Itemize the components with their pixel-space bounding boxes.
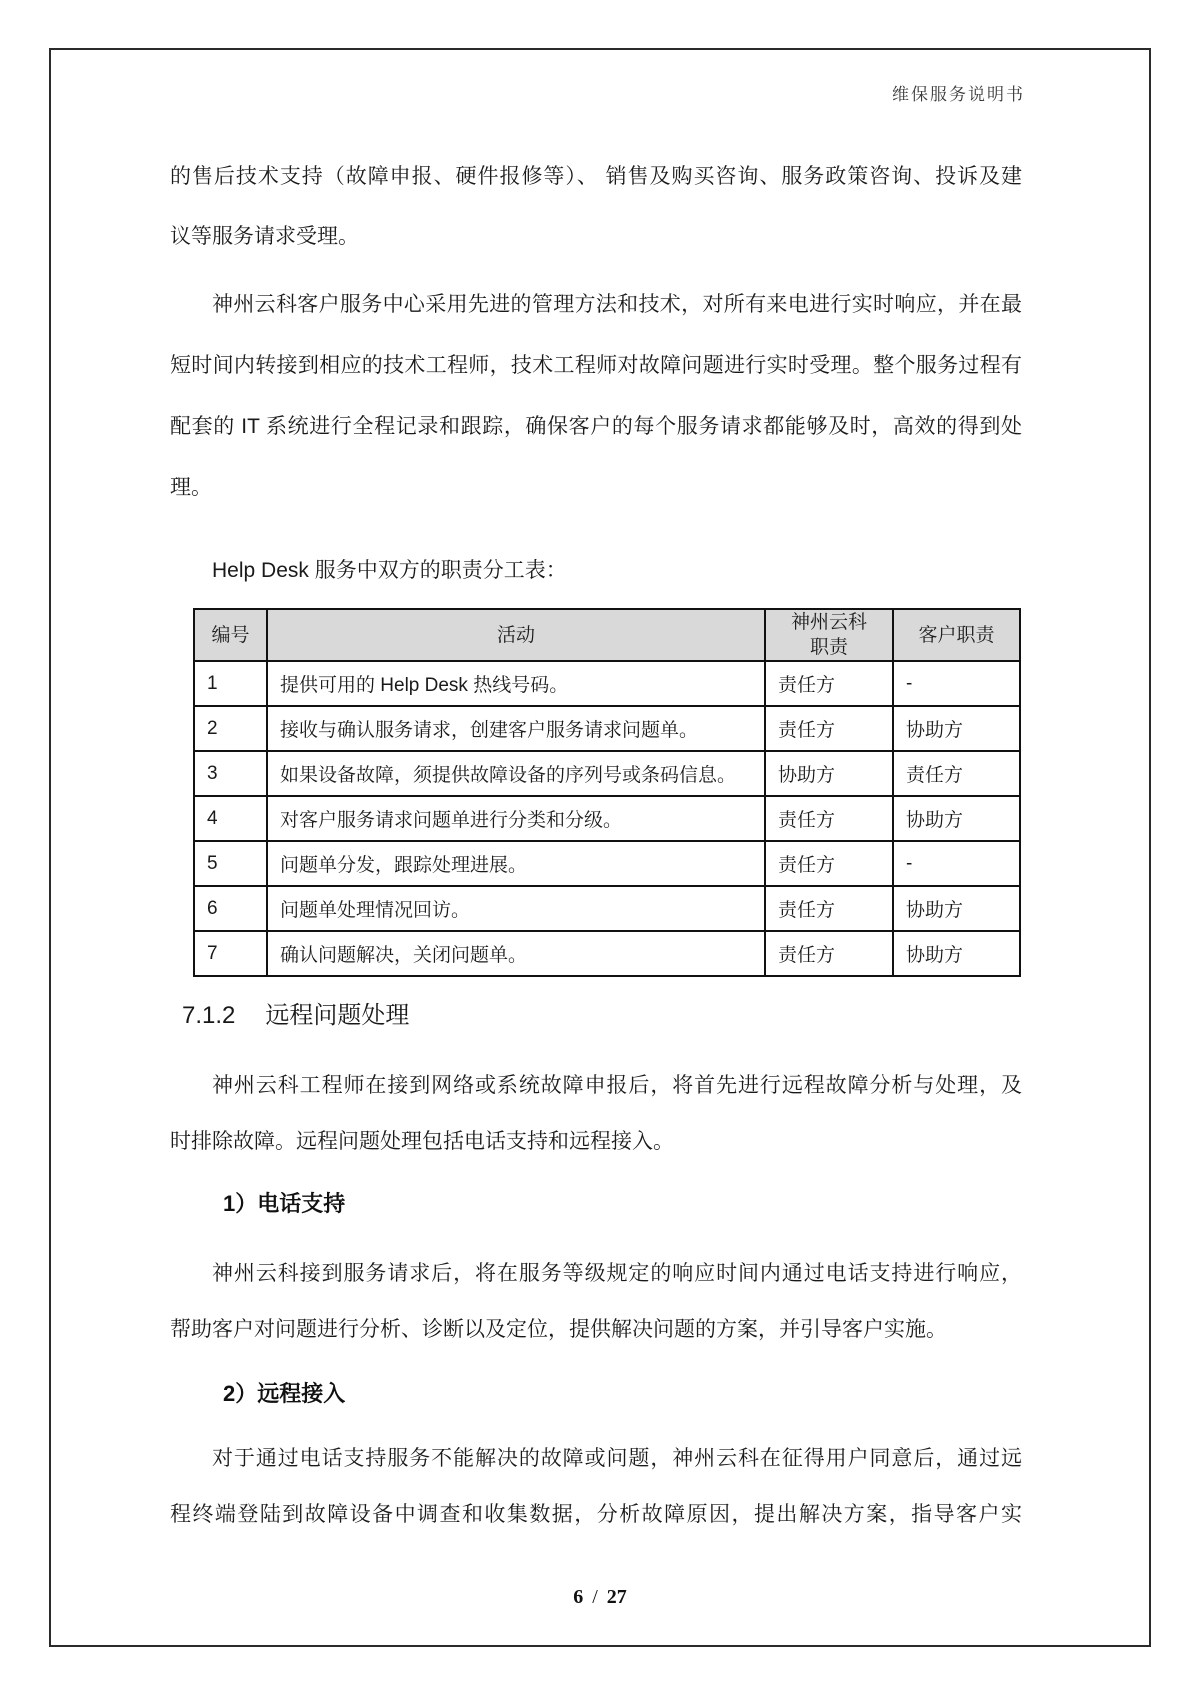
section-title: 远程问题处理 <box>265 1002 410 1029</box>
col-header-customer-responsibility: 客户职责 <box>893 609 1020 661</box>
col-header-activity: 活动 <box>267 609 765 661</box>
responsibility-table <box>193 608 1021 977</box>
body-line: 帮助客户对问题进行分析、诊断以及定位，提供解决问题的方案，并引导客户实施。 <box>170 1318 947 1341</box>
cell-activity: 对客户服务请求问题单进行分类和分级。 <box>267 796 765 841</box>
col-header-vendor-responsibility <box>765 609 893 661</box>
footer-total-pages: 27 <box>606 1586 627 1608</box>
body-line: 神州云科接到服务请求后，将在服务等级规定的响应时间内通过电话支持进行响应， <box>212 1262 1022 1285</box>
cell-number: 4 <box>194 796 267 841</box>
table-row <box>194 931 1020 976</box>
cell-number: 3 <box>194 751 267 796</box>
cell-vendor: 责任方 <box>765 841 893 886</box>
body-line: 配套的 IT 系统进行全程记录和跟踪，确保客户的每个服务请求都能够及时，高效的得到处 <box>170 415 1022 438</box>
cell-customer: 责任方 <box>893 751 1020 796</box>
cell-customer: 协助方 <box>893 796 1020 841</box>
col-header-vendor-line1: 神州云科 <box>790 612 867 633</box>
cell-vendor: 责任方 <box>765 706 893 751</box>
table-row <box>194 751 1020 796</box>
body-line: 对于通过电话支持服务不能解决的故障或问题，神州云科在征得用户同意后，通过远 <box>212 1447 1022 1470</box>
table-intro: Help Desk 服务中双方的职责分工表： <box>212 559 567 582</box>
cell-customer: 协助方 <box>893 706 1020 751</box>
cell-vendor: 协助方 <box>765 751 893 796</box>
paragraph-phone-support <box>170 1246 1022 1358</box>
cell-activity: 问题单分发，跟踪处理进展。 <box>267 841 765 886</box>
cell-customer: 协助方 <box>893 931 1020 976</box>
page-footer <box>0 1577 1200 1617</box>
body-line: 议等服务请求受理。 <box>170 225 359 248</box>
table-row <box>194 661 1020 706</box>
cell-number: 6 <box>194 886 267 931</box>
col-header-number: 编号 <box>194 609 267 661</box>
table-row <box>194 841 1020 886</box>
cell-number: 5 <box>194 841 267 886</box>
section-heading-7-1-2 <box>182 994 1022 1038</box>
table-row <box>194 796 1020 841</box>
cell-activity: 如果设备故障，须提供故障设备的序列号或条码信息。 <box>267 751 765 796</box>
body-line: 时排除故障。远程问题处理包括电话支持和远程接入。 <box>170 1130 674 1153</box>
table-row <box>194 886 1020 931</box>
table-header-row <box>194 609 1020 661</box>
paragraph-continuation <box>170 147 1022 267</box>
footer-page-number: 6 <box>573 1586 584 1608</box>
body-line: 神州云科工程师在接到网络或系统故障申报后，将首先进行远程故障分析与处理，及 <box>212 1074 1022 1097</box>
cell-number: 7 <box>194 931 267 976</box>
body-line: 神州云科客户服务中心采用先进的管理方法和技术，对所有来电进行实时响应，并在最 <box>212 293 1022 316</box>
cell-number: 2 <box>194 706 267 751</box>
cell-activity: 确认问题解决，关闭问题单。 <box>267 931 765 976</box>
cell-vendor: 责任方 <box>765 931 893 976</box>
cell-activity: 提供可用的 Help Desk 热线号码。 <box>267 661 765 706</box>
cell-activity: 接收与确认服务请求，创建客户服务请求问题单。 <box>267 706 765 751</box>
body-line: 短时间内转接到相应的技术工程师，技术工程师对故障问题进行实时受理。整个服务过程有 <box>170 354 1022 377</box>
col-header-vendor-line2: 职责 <box>809 637 848 658</box>
cell-customer: - <box>893 841 1020 886</box>
cell-vendor: 责任方 <box>765 886 893 931</box>
cell-vendor: 责任方 <box>765 661 893 706</box>
paragraph-service-center <box>170 274 1022 518</box>
cell-activity: 问题单处理情况回访。 <box>267 886 765 931</box>
section-number: 7.1.2 <box>182 1002 236 1029</box>
subheading-phone-support: 1）电话支持 <box>223 1191 346 1216</box>
paragraph-remote-handling <box>170 1058 1022 1170</box>
paragraph-remote-access <box>170 1431 1022 1543</box>
body-line: 的售后技术支持（故障申报、硬件报修等）、 销售及购买咨询、服务政策咨询、投诉及建 <box>170 165 1022 188</box>
subheading-remote-access: 2）远程接入 <box>223 1381 346 1406</box>
cell-number: 1 <box>194 661 267 706</box>
footer-separator: / <box>592 1586 598 1608</box>
cell-vendor: 责任方 <box>765 796 893 841</box>
body-line: 程终端登陆到故障设备中调查和收集数据，分析故障原因，提出解决方案，指导客户实 <box>170 1503 1022 1526</box>
cell-customer: 协助方 <box>893 886 1020 931</box>
body-line: 理。 <box>170 476 212 499</box>
table-row <box>194 706 1020 751</box>
cell-customer: - <box>893 661 1020 706</box>
page-header-title: 维保服务说明书 <box>892 85 1025 104</box>
